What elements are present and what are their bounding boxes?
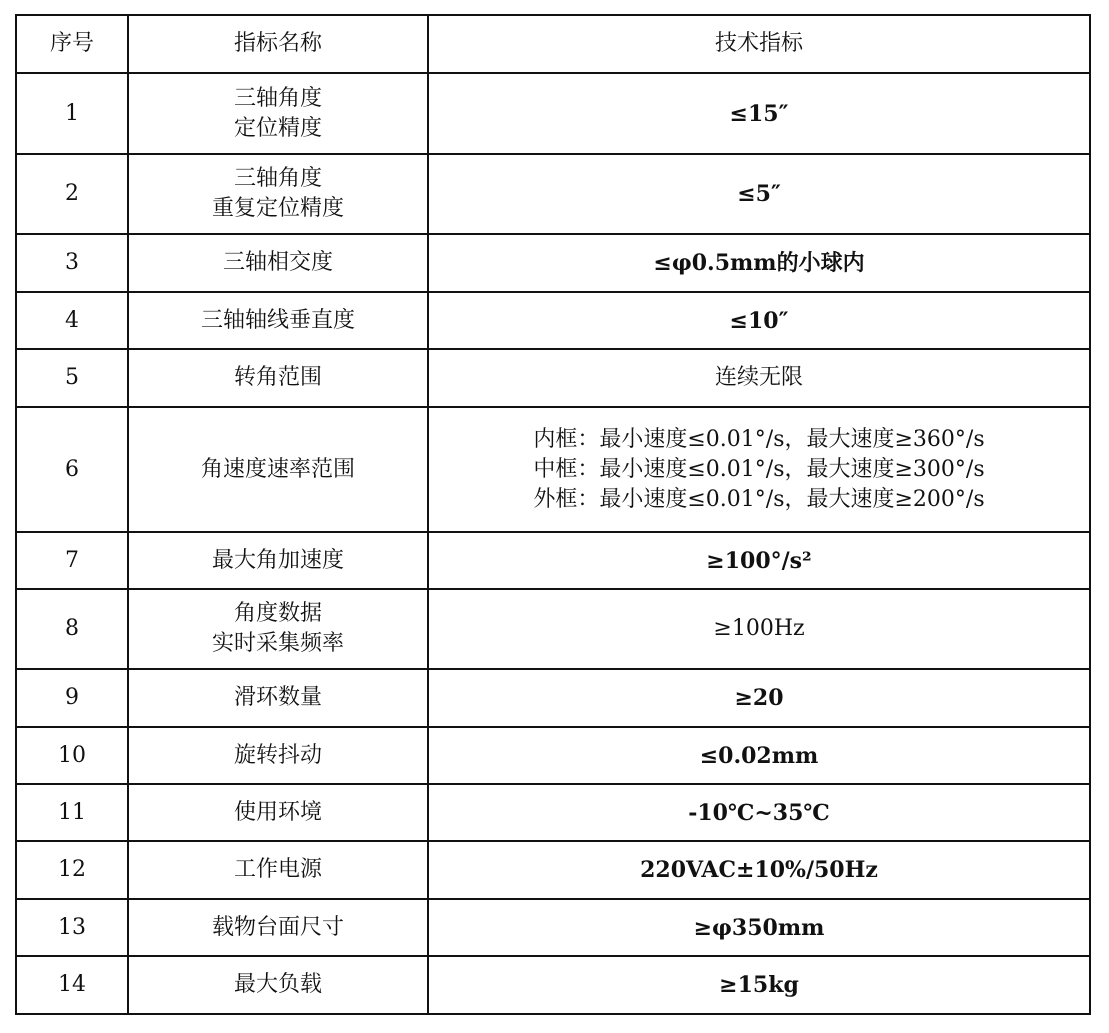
row-spec (428, 532, 1090, 589)
row-spec (428, 589, 1090, 669)
row-name (128, 956, 428, 1014)
row-name-line: 角度数据 (233, 601, 322, 626)
row-name-line: 三轴角度 (233, 85, 322, 111)
spec-table (15, 14, 1091, 1015)
row-name-line: 角速度速率范围 (200, 456, 355, 482)
row-spec-line: 220VAC±10%/50Hz (640, 857, 878, 883)
row-index: 10 (16, 727, 128, 784)
table-row (16, 727, 1090, 784)
row-spec (428, 899, 1090, 956)
row-name-line: 定位精度 (233, 115, 322, 141)
header-spec: 技术指标 (428, 15, 1090, 73)
table-row (16, 956, 1090, 1014)
row-name-line: 三轴轴线垂直度 (200, 307, 355, 333)
header-row (16, 15, 1090, 73)
row-spec-line: 连续无限 (714, 365, 803, 390)
row-index: 11 (16, 784, 128, 841)
table-row (16, 841, 1090, 899)
row-spec-line: 内框：最小速度≤0.01°/s，最大速度≥360°/s (533, 426, 985, 452)
row-name-line: 三轴相交度 (222, 250, 333, 275)
row-name (128, 73, 428, 154)
row-spec-line: ≤5″ (737, 181, 781, 207)
row-name (128, 841, 428, 899)
row-name (128, 727, 428, 784)
row-spec (428, 407, 1090, 532)
row-index: 9 (16, 669, 128, 727)
row-name-line: 三轴角度 (233, 166, 322, 191)
row-index: 3 (16, 234, 128, 292)
table-row (16, 589, 1090, 669)
row-spec (428, 73, 1090, 154)
row-spec (428, 669, 1090, 727)
table-row (16, 154, 1090, 234)
table-body (16, 73, 1090, 1014)
row-spec-line: 中框：最小速度≤0.01°/s，最大速度≥300°/s (533, 456, 985, 482)
row-spec-line: 外框：最小速度≤0.01°/s，最大速度≥200°/s (533, 486, 985, 512)
row-name (128, 589, 428, 669)
row-spec-line: ≤0.02mm (699, 742, 819, 769)
row-name-line: 旋转抖动 (233, 742, 322, 768)
row-name (128, 234, 428, 292)
table-row (16, 73, 1090, 154)
table-row (16, 349, 1090, 407)
row-index: 1 (16, 73, 128, 154)
row-spec-line: ≥φ350mm (693, 914, 825, 941)
row-spec-line: ≤10″ (729, 307, 789, 334)
header-index: 序号 (16, 15, 128, 73)
row-name (128, 899, 428, 956)
table-row (16, 532, 1090, 589)
row-name (128, 407, 428, 532)
row-spec-line: ≤15″ (729, 100, 789, 127)
row-index: 13 (16, 899, 128, 956)
table-row (16, 784, 1090, 841)
row-name (128, 784, 428, 841)
row-index: 14 (16, 956, 128, 1014)
row-spec (428, 154, 1090, 234)
row-index: 7 (16, 532, 128, 589)
row-spec (428, 349, 1090, 407)
header-name: 指标名称 (128, 15, 428, 73)
table-row (16, 292, 1090, 349)
table-row (16, 234, 1090, 292)
table-row (16, 899, 1090, 956)
row-spec-line: ≥100Hz (713, 616, 805, 641)
row-name-line: 使用环境 (233, 799, 322, 825)
row-name-line: 实时采集频率 (211, 631, 344, 656)
table-row (16, 669, 1090, 727)
row-spec (428, 292, 1090, 349)
row-index: 5 (16, 349, 128, 407)
row-name-line: 最大负载 (233, 972, 322, 997)
row-index: 12 (16, 841, 128, 899)
row-name (128, 292, 428, 349)
row-spec-line: -10℃~35℃ (688, 799, 830, 826)
row-name-line: 载物台面尺寸 (211, 914, 344, 940)
row-name-line: 滑环数量 (233, 685, 322, 710)
row-index: 8 (16, 589, 128, 669)
table-row (16, 407, 1090, 532)
row-name (128, 349, 428, 407)
row-name (128, 669, 428, 727)
row-spec-line: ≥20 (734, 685, 784, 711)
row-index: 2 (16, 154, 128, 234)
row-spec (428, 234, 1090, 292)
row-spec (428, 727, 1090, 784)
row-name-line: 重复定位精度 (211, 196, 344, 221)
row-name-line: 转角范围 (233, 365, 322, 390)
row-spec (428, 784, 1090, 841)
row-spec-line: ≥15kg (719, 972, 799, 998)
row-spec-line: ≤φ0.5mm的小球内 (653, 250, 865, 276)
row-index: 4 (16, 292, 128, 349)
row-index: 6 (16, 407, 128, 532)
row-spec (428, 841, 1090, 899)
row-name (128, 154, 428, 234)
row-name (128, 532, 428, 589)
row-spec (428, 956, 1090, 1014)
row-spec-line: ≥100°/s² (706, 547, 812, 574)
row-name-line: 最大角加速度 (211, 547, 344, 573)
row-name-line: 工作电源 (233, 857, 322, 882)
